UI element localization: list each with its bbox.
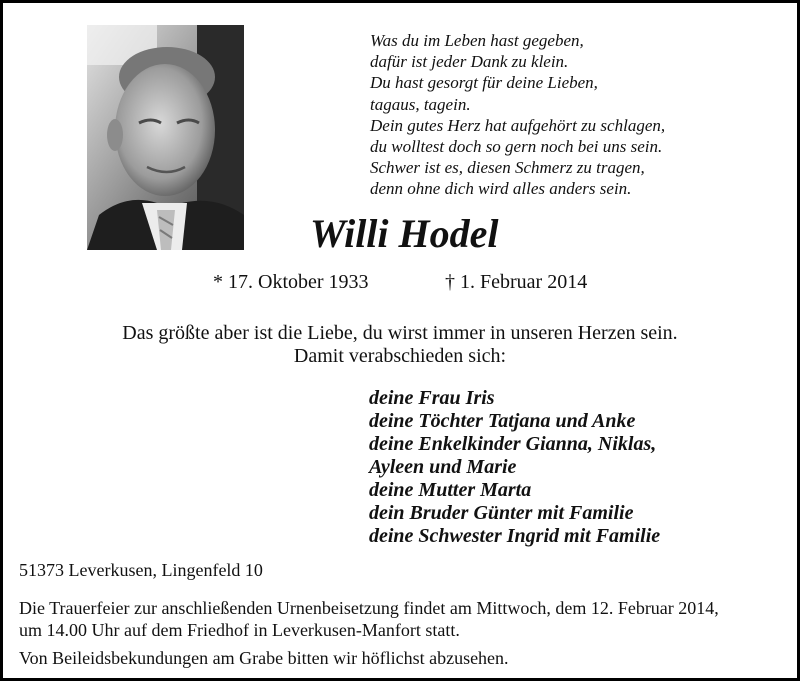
deceased-name: Willi Hodel bbox=[310, 211, 499, 256]
memorial-poem bbox=[370, 30, 665, 200]
birth-date: * 17. Oktober 1933 bbox=[213, 271, 369, 293]
mourner-entry: dein Bruder Günter mit Familie bbox=[369, 502, 634, 524]
poem-line: Schwer ist es, diesen Schmerz zu tragen, bbox=[370, 158, 645, 178]
poem-line: Dein gutes Herz hat aufgehört zu schlagen, bbox=[370, 115, 666, 135]
family-address: 51373 Leverkusen, Lingenfeld 10 bbox=[19, 560, 263, 580]
mourner-entry: deine Enkelkinder Gianna, Niklas, bbox=[369, 433, 657, 455]
closing-quote: Das größte aber ist die Liebe, du wirst immer in unseren Herzen sein. bbox=[122, 322, 678, 344]
mourner-entry: deine Frau Iris bbox=[369, 387, 495, 409]
poem-line: Du hast gesorgt für deine Lieben, bbox=[370, 73, 598, 93]
mourner-entry: Ayleen und Marie bbox=[369, 456, 517, 478]
death-date: † 1. Februar 2014 bbox=[445, 271, 588, 293]
poem-line: denn ohne dich wird alles anders sein. bbox=[370, 179, 632, 199]
mourner-entry: deine Mutter Marta bbox=[369, 479, 532, 501]
condolence-request: Von Beileidsbekundungen am Grabe bitten wir höflichst abzusehen. bbox=[19, 648, 509, 668]
funeral-notice bbox=[19, 597, 719, 641]
funeral-notice-line: Die Trauerfeier zur anschließenden Urnenbeisetzung findet am Mittwoch, dem 12. Februar 2014, bbox=[19, 598, 719, 618]
poem-line: dafür ist jeder Dank zu klein. bbox=[370, 52, 569, 72]
mourner-entry: deine Töchter Tatjana und Anke bbox=[369, 410, 636, 432]
mourner-entry: deine Schwester Ingrid mit Familie bbox=[369, 525, 661, 547]
funeral-notice-line: um 14.00 Uhr auf dem Friedhof in Leverkusen-Manfort statt. bbox=[19, 620, 460, 640]
poem-line: tagaus, tagein. bbox=[370, 94, 471, 114]
mourners-list bbox=[369, 387, 660, 548]
farewell-intro: Damit verabschieden sich: bbox=[293, 345, 507, 367]
portrait-photo bbox=[87, 25, 244, 250]
poem-line: du wolltest doch so gern noch bei uns sein. bbox=[370, 137, 663, 157]
poem-line: Was du im Leben hast gegeben, bbox=[370, 31, 584, 50]
